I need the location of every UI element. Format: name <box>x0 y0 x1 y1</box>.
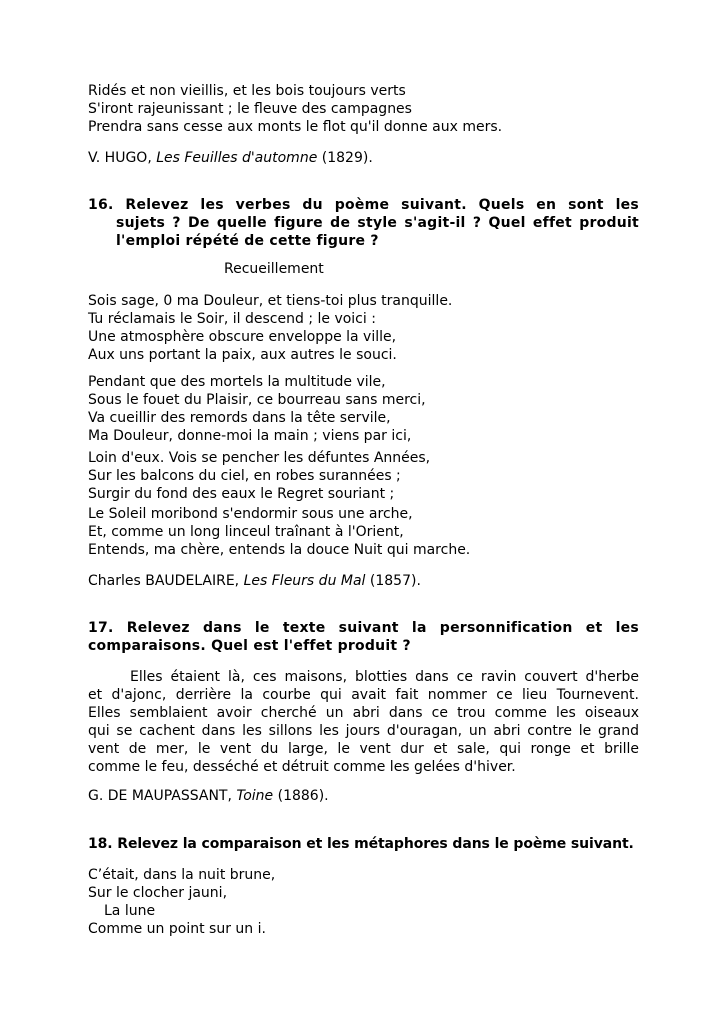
citation-year: (1886). <box>273 788 329 804</box>
poem-line: Sur les balcons du ciel, en robes surannées ; <box>88 468 401 484</box>
citation-author: V. HUGO, <box>88 150 157 166</box>
citation-maupassant <box>88 787 329 805</box>
question-17-line: comparaisons. Quel est l'effet produit ? <box>88 638 411 654</box>
citation-author: G. DE MAUPASSANT, <box>88 788 237 804</box>
poem-line: Ridés et non vieillis, et les bois toujours verts <box>88 83 406 99</box>
citation-author: Charles BAUDELAIRE, <box>88 573 244 589</box>
poem-line: Sous le fouet du Plaisir, ce bourreau sans merci, <box>88 392 426 408</box>
prose-line: vent de mer, le vent du large, le vent dur et sale, qui ronge et brille <box>88 741 639 757</box>
prose-line: Elles semblaient avoir cherché un abri dans ce trou comme les oiseaux <box>88 705 639 721</box>
poem-line: La lune <box>104 903 156 919</box>
poem-line: Loin d'eux. Vois se pencher les défuntes Années, <box>88 450 431 466</box>
question-16-line: sujets ? De quelle figure de style s'agit-il ? Quel effet produit <box>116 215 639 231</box>
poem-line: Une atmosphère obscure enveloppe la ville, <box>88 329 397 345</box>
poem-line: Sois sage, 0 ma Douleur, et tiens-toi plus tranquille. <box>88 293 453 309</box>
prose-line: comme le feu, desséché et détruit comme les gelées d'hiver. <box>88 759 516 775</box>
citation-hugo <box>88 149 373 167</box>
prose-line: et d'ajonc, derrière la courbe qui avait fait nommer ce lieu Tournevent. <box>88 687 639 703</box>
poem-line: Et, comme un long linceul traînant à l'Orient, <box>88 524 404 540</box>
poem-line: Ma Douleur, donne-moi la main ; viens par ici, <box>88 428 412 444</box>
poem-line: Sur le clocher jauni, <box>88 885 228 901</box>
poem-line: Le Soleil moribond s'endormir sous une arche, <box>88 506 413 522</box>
question-16-line: l'emploi répété de cette figure ? <box>116 233 379 249</box>
poem-line: S'iront rajeunissant ; le fleuve des campagnes <box>88 101 412 117</box>
citation-title: Les Fleurs du Mal <box>243 573 366 589</box>
poem-line: Surgir du fond des eaux le Regret souriant ; <box>88 486 395 502</box>
poem-line: Aux uns portant la paix, aux autres le souci. <box>88 347 397 363</box>
poem-line: Comme un point sur un i. <box>88 921 266 937</box>
question-17-line: 17. Relevez dans le texte suivant la personnification et les <box>88 620 639 636</box>
poem-line: Tu réclamais le Soir, il descend ; le voici : <box>88 311 376 327</box>
prose-line: Elles étaient là, ces maisons, blotties dans ce ravin couvert d'herbe <box>130 669 639 685</box>
citation-year: (1829). <box>317 150 373 166</box>
poem-line: Entends, ma chère, entends la douce Nuit qui marche. <box>88 542 471 558</box>
poem-line: C’était, dans la nuit brune, <box>88 867 276 883</box>
poem-line: Pendant que des mortels la multitude vile, <box>88 374 386 390</box>
question-18: 18. Relevez la comparaison et les métaphores dans le poème suivant. <box>88 836 634 852</box>
poem-line: Va cueillir des remords dans la tête servile, <box>88 410 391 426</box>
prose-line: qui se cachent dans les sillons les jours d'ouragan, un abri contre le grand <box>88 723 639 739</box>
poem-line: Prendra sans cesse aux monts le flot qu'il donne aux mers. <box>88 119 503 135</box>
citation-title: Toine <box>236 788 274 804</box>
citation-baudelaire <box>88 572 421 590</box>
poem-title: Recueillement <box>224 261 324 277</box>
citation-year: (1857). <box>365 573 421 589</box>
question-16-line: 16. Relevez les verbes du poème suivant. Quels en sont les <box>88 197 639 213</box>
citation-title: Les Feuilles d'automne <box>156 150 318 166</box>
